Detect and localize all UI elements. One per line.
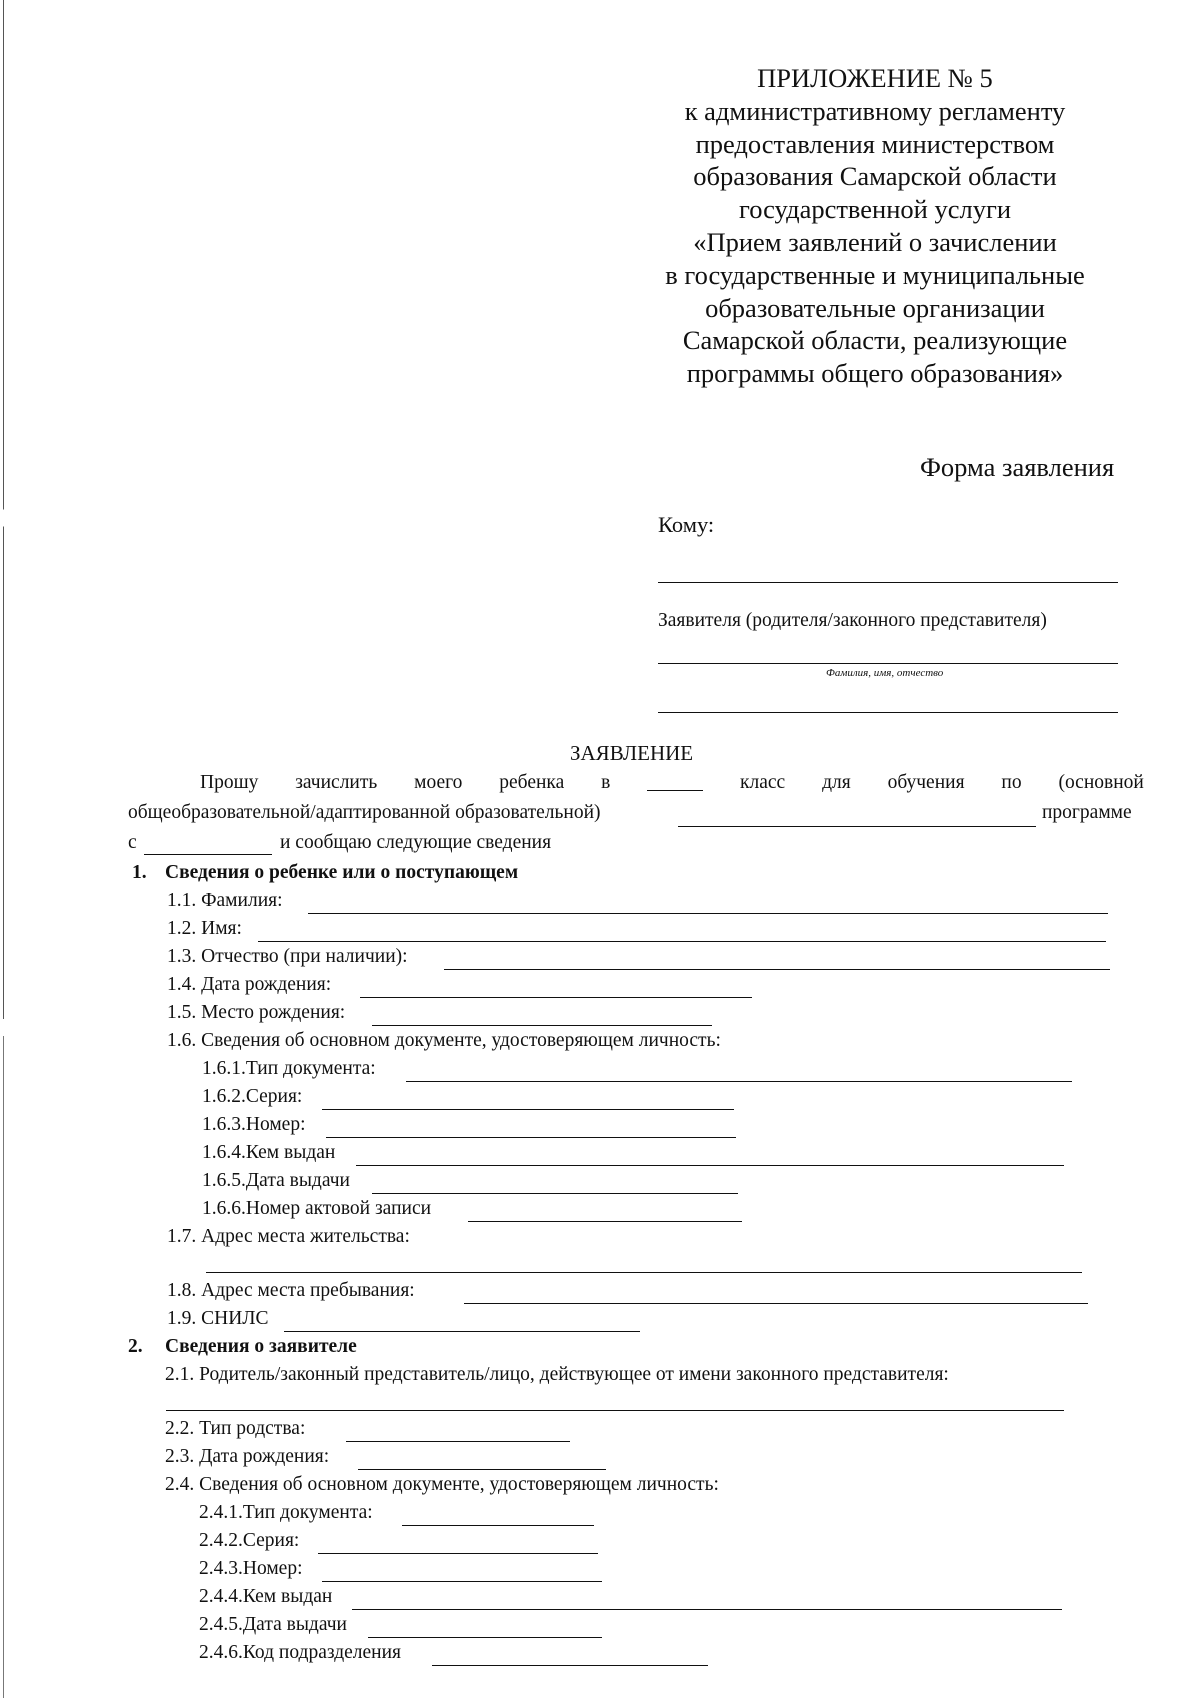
patronymic-field[interactable] [444,969,1110,970]
field-label: 1.6. Сведения об основном документе, удостоверяющем личность: [167,1030,721,1051]
statement-word: ребенка [499,772,565,793]
field-label: 1.3. Отчество (при наличии): [167,946,408,967]
section-1-title: Сведения о ребенке или о поступающем [165,862,519,883]
child-doc-number-field[interactable] [326,1137,736,1138]
statement-word: Прошу [200,772,259,793]
field-label: 2.4.3.Номер: [199,1558,303,1579]
field-label: 2.3. Дата рождения: [165,1446,330,1467]
field-label: 2.2. Тип родства: [165,1418,306,1439]
recipient-field[interactable] [658,582,1118,583]
statement-word: зачислить [295,772,378,793]
residence-address-field[interactable] [206,1272,1082,1273]
statement-word: обучения [887,772,965,793]
stay-address-field[interactable] [464,1303,1088,1304]
applicant-doc-series-field[interactable] [318,1553,598,1554]
applicant-doc-issue-date-field[interactable] [368,1637,602,1638]
birth-place-field[interactable] [372,1025,712,1026]
section-2-title: Сведения о заявителе [165,1336,357,1357]
field-label: 1.6.4.Кем выдан [202,1142,336,1163]
statement-word: класс [740,772,786,793]
applicant-doc-type-field[interactable] [402,1525,594,1526]
statement-word: для [822,772,851,793]
appendix-header [640,62,1110,390]
child-doc-series-field[interactable] [322,1109,734,1110]
statement-title: ЗАЯВЛЕНИЕ [570,741,694,765]
name-caption: Фамилия, имя, отчество [826,667,944,679]
appendix-line: «Прием заявлений о зачислении [693,226,1057,257]
scan-edge-line [3,0,4,1698]
statement-word: по [1001,772,1022,793]
appendix-line: в государственные и муниципальные [665,259,1085,290]
field-label: 1.8. Адрес места пребывания: [167,1280,415,1301]
field-label: 1.9. СНИЛС [167,1308,269,1329]
field-label: 2.4.4.Кем выдан [199,1586,333,1607]
surname-field[interactable] [308,913,1108,914]
appendix-line: образования Самарской области [693,161,1057,192]
form-title: Форма заявления [920,452,1115,482]
child-doc-issue-date-field[interactable] [372,1193,738,1194]
section-1-number: 1. [132,862,147,883]
statement-word: моего [414,772,463,793]
section-2-number: 2. [128,1336,143,1357]
statement-word: в [601,772,611,793]
statement-line-1 [200,772,1144,794]
program-field[interactable] [678,826,1036,827]
appendix-line: программы общего образования» [686,358,1064,389]
field-label: 2.1. Родитель/законный представитель/лицо, действующее от имени законного представителя: [165,1364,949,1385]
appendix-line: образовательные организации [705,292,1045,323]
statement-word: (основной [1058,772,1144,793]
statement-line-2-start: общеобразовательной/адаптированной образовательной) [128,802,601,823]
civil-record-number-field[interactable] [468,1221,742,1222]
applicant-doc-issuer-field[interactable] [352,1609,1062,1610]
field-label: 2.4.6.Код подразделения [199,1642,401,1663]
snils-field[interactable] [284,1331,640,1332]
division-code-field[interactable] [432,1665,708,1666]
start-date-field[interactable] [144,854,272,855]
field-label: 1.5. Место рождения: [167,1002,346,1023]
appendix-line: Самарской области, реализующие [682,325,1068,356]
field-label: 2.4.5.Дата выдачи [199,1614,347,1635]
child-doc-type-field[interactable] [406,1081,1072,1082]
field-label: 1.4. Дата рождения: [167,974,332,995]
applicant-label: Заявителя (родителя/законного представителя) [658,610,1047,631]
field-label: 1.6.2.Серия: [202,1086,303,1107]
field-label: 2.4. Сведения об основном документе, удостоверяющем личность: [165,1474,719,1495]
field-label: 1.6.3.Номер: [202,1114,306,1135]
statement-line-3-start: с [128,832,137,853]
statement-line-2-end: программе [1042,802,1132,823]
recipient-label: Кому: [658,512,715,537]
field-label: 1.1. Фамилия: [167,890,283,911]
field-label: 1.6.5.Дата выдачи [202,1170,350,1191]
representative-field[interactable] [166,1410,1064,1411]
birth-date-field[interactable] [360,997,752,998]
field-label: 2.4.1.Тип документа: [199,1502,373,1523]
appendix-line: предоставления министерством [695,128,1055,159]
grade-field[interactable] [647,772,703,791]
field-label: 1.7. Адрес места жительства: [167,1226,410,1247]
field-label: 1.6.6.Номер актовой записи [202,1198,432,1219]
applicant-extra-field[interactable] [658,712,1118,713]
field-label: 1.2. Имя: [167,918,242,939]
appendix-line: государственной услуги [738,194,1012,225]
field-label: 2.4.2.Серия: [199,1530,300,1551]
statement-line-3-end: и сообщаю следующие сведения [280,832,552,853]
appendix-line: к административному регламенту [684,95,1066,126]
appendix-line: ПРИЛОЖЕНИЕ № 5 [757,63,993,93]
field-label: 1.6.1.Тип документа: [202,1058,376,1079]
first-name-field[interactable] [258,941,1106,942]
applicant-birth-date-field[interactable] [358,1469,606,1470]
child-doc-issuer-field[interactable] [356,1165,1064,1166]
applicant-name-field[interactable] [658,663,1118,664]
kinship-type-field[interactable] [346,1441,570,1442]
applicant-doc-number-field[interactable] [322,1581,602,1582]
